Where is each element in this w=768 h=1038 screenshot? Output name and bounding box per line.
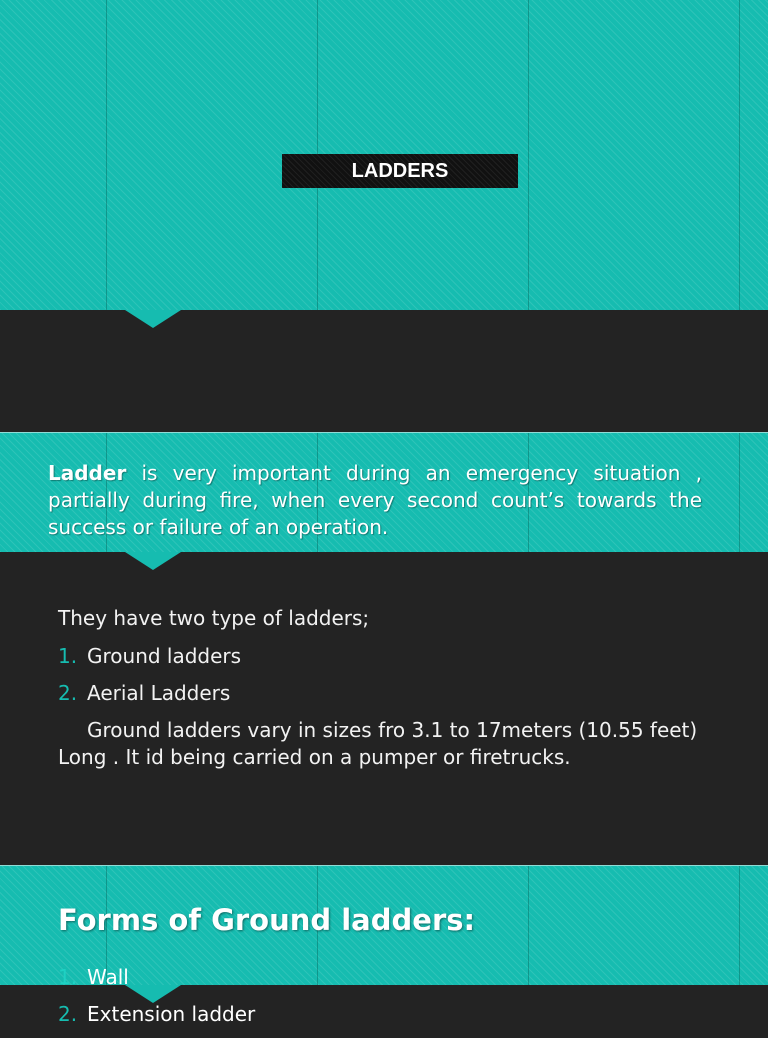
list-item: 2. Aerial Ladders [58, 681, 231, 705]
list-item: 1. Ground ladders [58, 644, 242, 668]
ladder-bold-word: Ladder [48, 461, 127, 485]
section-heading: Forms of Ground ladders: [58, 903, 476, 937]
slide1-teal-panel [0, 0, 768, 310]
ladder-paragraph-text: is very important during an emergency situation , partially during fire, when every second count’s towards the success or failure of an operation. [48, 461, 702, 539]
ground-ladder-description: Ground ladders vary in sizes fro 3.1 to 17meters (10.55 feet) Long . It id being carried on a pumper or firetrucks. [58, 718, 698, 769]
ladder-types-list [58, 643, 241, 717]
ladder-paragraph [48, 460, 702, 541]
slide3-notch [125, 985, 181, 1003]
slide1-dark-panel [0, 310, 768, 432]
list-item: 2. Extension ladder [58, 1002, 256, 1026]
slide2-teal-panel [0, 433, 768, 552]
list-item: 1. Wall [58, 965, 129, 989]
ladder-types-intro: They have two type of ladders; [58, 606, 370, 630]
slide-title: LADDERS [282, 154, 518, 188]
slide1-notch [125, 310, 181, 328]
slide2-notch [125, 552, 181, 570]
